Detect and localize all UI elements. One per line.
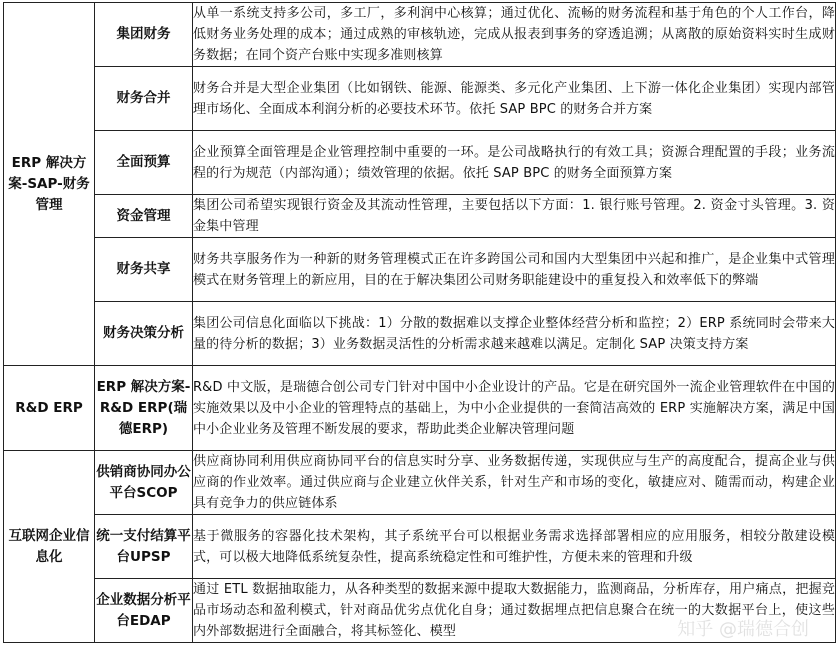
category-cell: R&D ERP [4, 366, 95, 451]
table-row [4, 238, 836, 302]
item-name: 企业数据分析平台EDAP [95, 579, 193, 643]
table-row [4, 67, 836, 131]
item-name: 财务决策分析 [95, 302, 193, 366]
item-description: 基于微服务的容器化技术架构，其子系统平台可以根据业务需求选择部署相应的应用服务，相较分散建设模式，可以极大地降低系统复杂性，提高系统稳定性和可维护性，方便未来的管理和升级 [193, 515, 836, 579]
item-name: ERP 解决方案-R&D ERP(瑞德ERP) [95, 366, 193, 451]
table-row [4, 131, 836, 195]
item-name: 供销商协同办公平台SCOP [95, 451, 193, 515]
item-description: R&D 中文版，是瑞德合创公司专门针对中国中小企业设计的产品。它是在研究国外一流企业管理软件在中国的实施效果以及中小企业的管理特点的基础上，为中小企业提供的一套简洁高效的 ERP 实施解决方案，满足中国中小企业业务及管理不断发展的要求，帮助此类企业解决管理问题 [193, 366, 836, 451]
table-row [4, 3, 836, 67]
item-name: 集团财务 [95, 3, 193, 67]
table-row [4, 515, 836, 579]
item-description: 通过 ETL 数据抽取能力，从各种类型的数据来源中提取大数据能力，监测商品，分析库存，用户痛点，把握竞品市场动态和盈利模式，针对商品优劣点优化自身；通过数据埋点把信息聚合在统一的大数据平台上，使这些内外部数据进行全面融合，将其标签化、模型 [193, 579, 836, 643]
item-description: 集团公司希望实现银行资金及其流动性管理，主要包括以下方面：1. 银行账号管理。2. 资金寸头管理。3. 资金集中管理 [193, 195, 836, 238]
item-name: 资金管理 [95, 195, 193, 238]
category-cell: 互联网企业信息化 [4, 451, 95, 643]
watermark: 知乎 @瑞德合创 [677, 619, 809, 640]
item-description: 供应商协同利用供应商协同平台的信息实时分享、业务数据传递，实现供应与生产的高度配合，提高企业与供应商的作业效率。通过供应商与企业建立伙伴关系，针对生产和市场的变化，敏捷应对、随需而动，构建企业具有竞争力的供应链体系 [193, 451, 836, 515]
table-row [4, 579, 836, 643]
item-description: 企业预算全面管理是企业管理控制中重要的一环。是公司战略执行的有效工具；资源合理配置的手段；业务流程的行为规范（内部沟通）；绩效管理的依据。依托 SAP BPC 的财务全面预算方案 [193, 131, 836, 195]
table-row [4, 195, 836, 238]
item-description: 从单一系统支持多公司，多工厂，多利润中心核算；通过优化、流畅的财务流程和基于角色的个人工作台，降低财务业务处理的成本；通过成熟的审核轨迹，完成从报表到事务的穿透追溯；从离散的原始资料实时生成财务数据；在同个资产台账中实现多准则核算 [193, 3, 836, 67]
table-row [4, 302, 836, 366]
category-cell: ERP 解决方案-SAP-财务管理 [4, 3, 95, 366]
solutions-table [3, 2, 836, 643]
item-name: 全面预算 [95, 131, 193, 195]
item-description: 集团公司信息化面临以下挑战：1）分散的数据难以支撑企业整体经营分析和监控；2）ERP 系统同时会带来大量的待分析的数据；3）业务数据灵活性的分析需求越来越难以满足。定制化 SAP 决策支持方案 [193, 302, 836, 366]
table-row [4, 366, 836, 451]
item-description: 财务共享服务作为一种新的财务管理模式正在许多跨国公司和国内大型集团中兴起和推广，是企业集中式管理模式在财务管理上的新应用，目的在于解决集团公司财务职能建设中的重复投入和效率低下的弊端 [193, 238, 836, 302]
table-row [4, 451, 836, 515]
item-name: 财务合并 [95, 67, 193, 131]
item-description: 财务合并是大型企业集团（比如钢铁、能源、能源类、多元化产业集团、上下游一体化企业集团）实现内部管理市场化、全面成本利润分析的必要技术环节。依托 SAP BPC 的财务合并方案 [193, 67, 836, 131]
item-name: 财务共享 [95, 238, 193, 302]
item-name: 统一支付结算平台UPSP [95, 515, 193, 579]
